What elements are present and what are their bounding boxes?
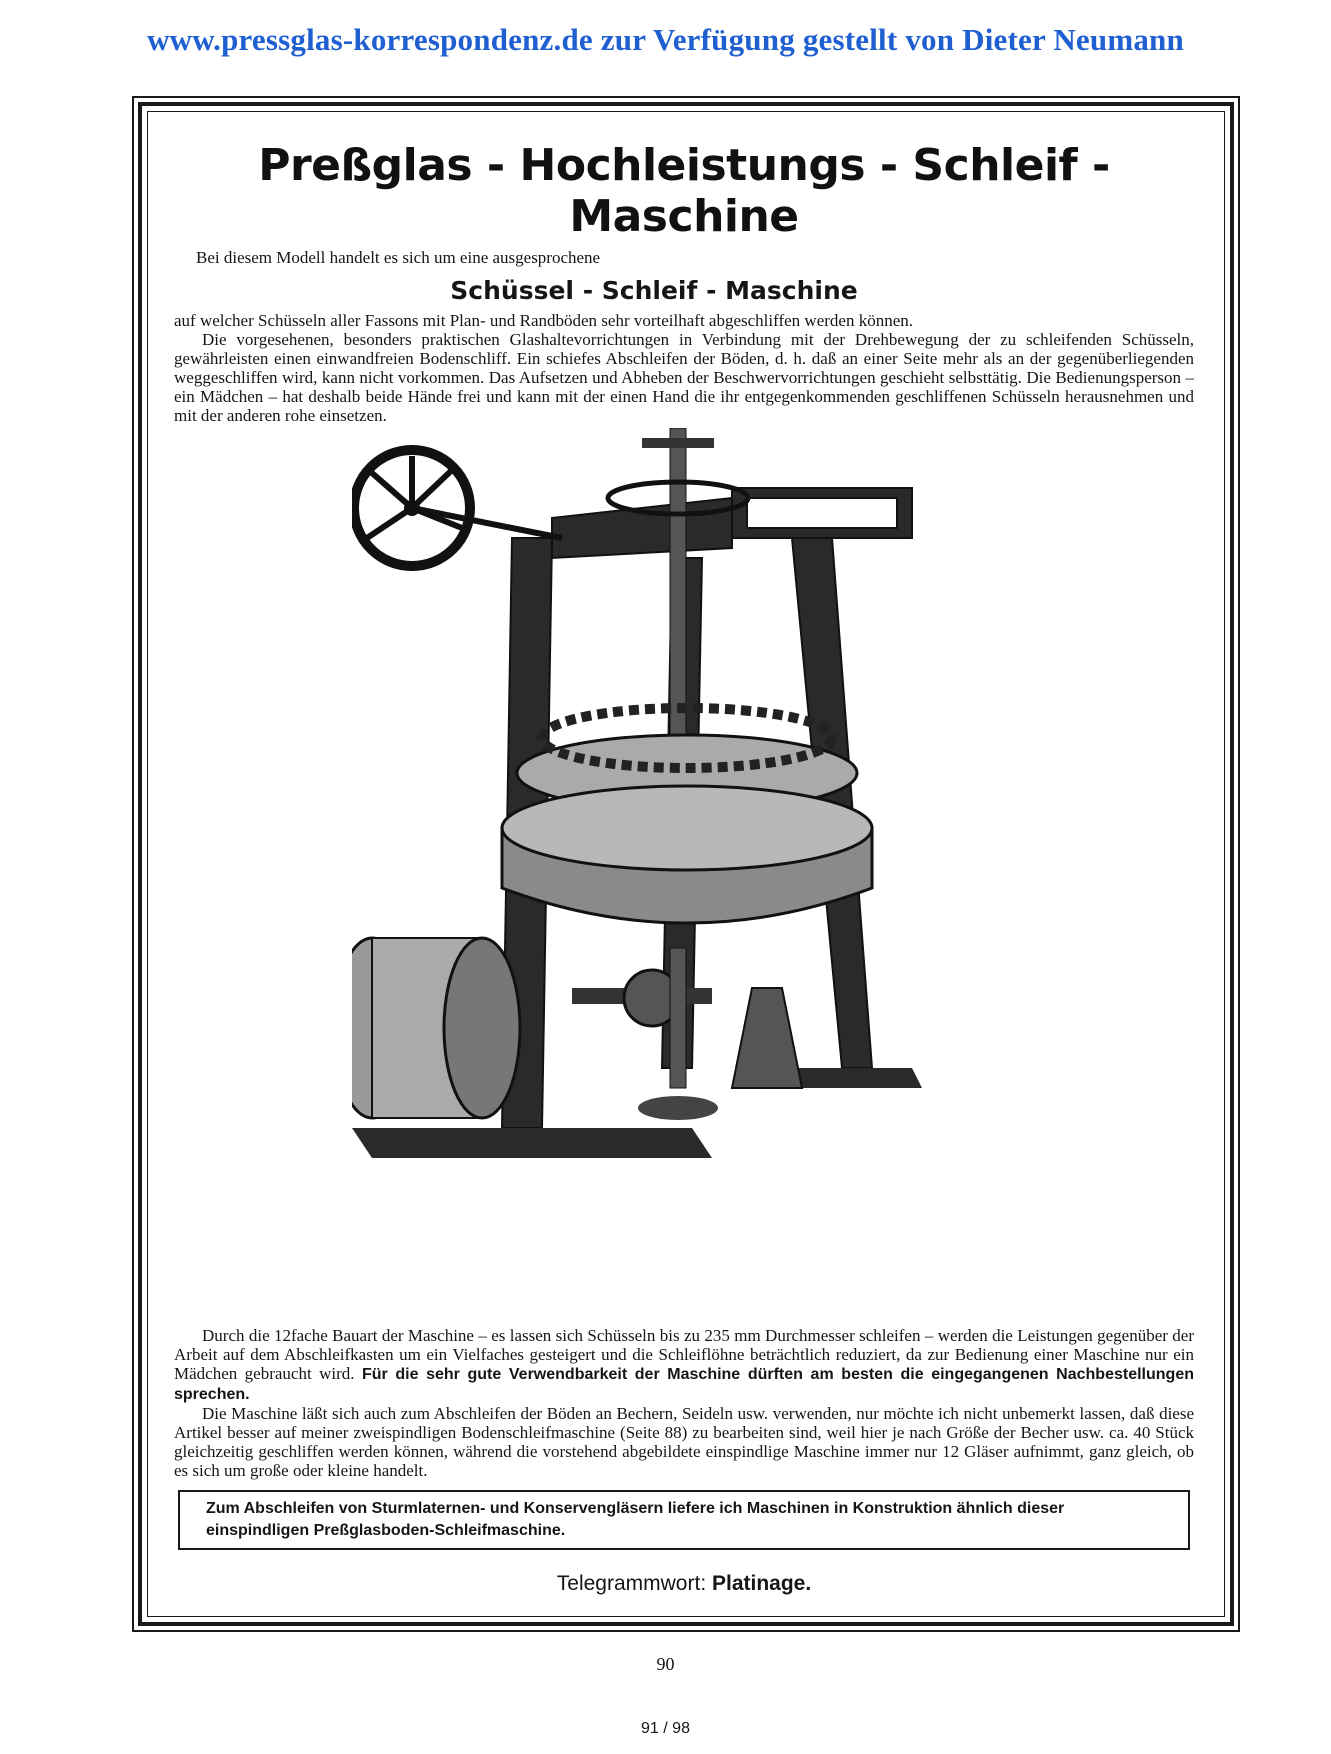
paragraph-1: auf welcher Schüsseln aller Fassons mit Plan- und Randböden sehr vorteilhaft abgeschliffen werden können. — [174, 311, 913, 330]
telegram-label: Telegrammwort: — [556, 1572, 707, 1595]
ad-text-bottom — [174, 1326, 1194, 1480]
machine-illustration — [352, 428, 992, 1208]
notice-box: Zum Abschleifen von Sturmlaternen- und Konservengläsern liefere ich Maschinen in Konstruktion ähnlich dieser einspindligen Preßglasboden-Schleifmaschine. — [178, 1490, 1190, 1550]
ad-subtitle: Schüssel - Schleif - Maschine — [450, 276, 858, 305]
pager: 91 / 98 — [641, 1720, 690, 1737]
paragraph-3 — [174, 1326, 1194, 1404]
paragraph-3-bold: Für die sehr gute Verwendbarkeit der Maschine dürften am besten die eingegangenen Nachbestellungen sprechen. — [174, 1366, 1194, 1403]
ad-intro: Bei diesem Modell handelt es sich um eine ausgesprochene — [196, 248, 601, 267]
telegram-word: Platinage. — [712, 1572, 812, 1595]
paragraph-2: Die vorgesehenen, besonders praktischen Glashaltevorrichtungen in Verbindung mit der Drehbewegung der zu schleifenden Schüsseln, gewährleisten einen einwandfreien Bodenschliff. Ein schiefes Abschleifen der Böden, d. h. daß an einer Seite mehr als an der gegenüberliegenden weggeschliffen wird, kann nicht vorkommen. Das Aufsetzen und Abheben der Beschwervorrichtungen geschieht selbsttätig. Die Bedienungsperson – ein Mädchen – hat deshalb beide Hände frei und kann mit der einen Hand die ihr entgegenkommenden geschliffenen Schüsseln herausnehmen und mit der anderen rohe einsetzen. — [174, 330, 1194, 425]
ad-title: Preßglas - Hochleistungs - Schleif - Maschine — [258, 140, 1110, 242]
page-frame — [132, 96, 1240, 1632]
paragraph-3-text: Durch die 12fache Bauart der Maschine – es lassen sich Schüsseln bis zu 235 mm Durchmesser schleifen – werden die Leistungen gegenüber der Arbeit auf dem Abschleifkasten um ein Vielfaches gesteigert und die Schleiflöhne beträchtlich reduziert, da zur Bedienung einer Maschine nur ein Mädchen gebraucht wird. — [174, 1326, 1194, 1383]
paragraph-4: Die Maschine läßt sich auch zum Abschleifen der Böden an Bechern, Seideln usw. verwenden, nur möchte ich nicht unbemerkt lassen, daß diese Artikel besser auf meiner zweispindligen Bodenschleifmaschine (Seite 88) zu bearbeiten sind, weil hier je nach Größe der Becher usw. ca. 40 Stück gleichzeitig geschliffen werden können, während die vorstehend abgebildete einspindlige Maschine immer nur 12 Gläser aufnimmt, ganz gleich, ob es sich um große oder kleine handelt. — [174, 1404, 1194, 1480]
ad-text-top — [174, 140, 1194, 425]
page-number: 90 — [656, 1654, 675, 1674]
header-link[interactable]: www.pressglas-korrespondenz.de zur Verfügung gestellt von Dieter Neumann — [147, 22, 1184, 57]
telegram-line — [134, 1572, 1234, 1596]
